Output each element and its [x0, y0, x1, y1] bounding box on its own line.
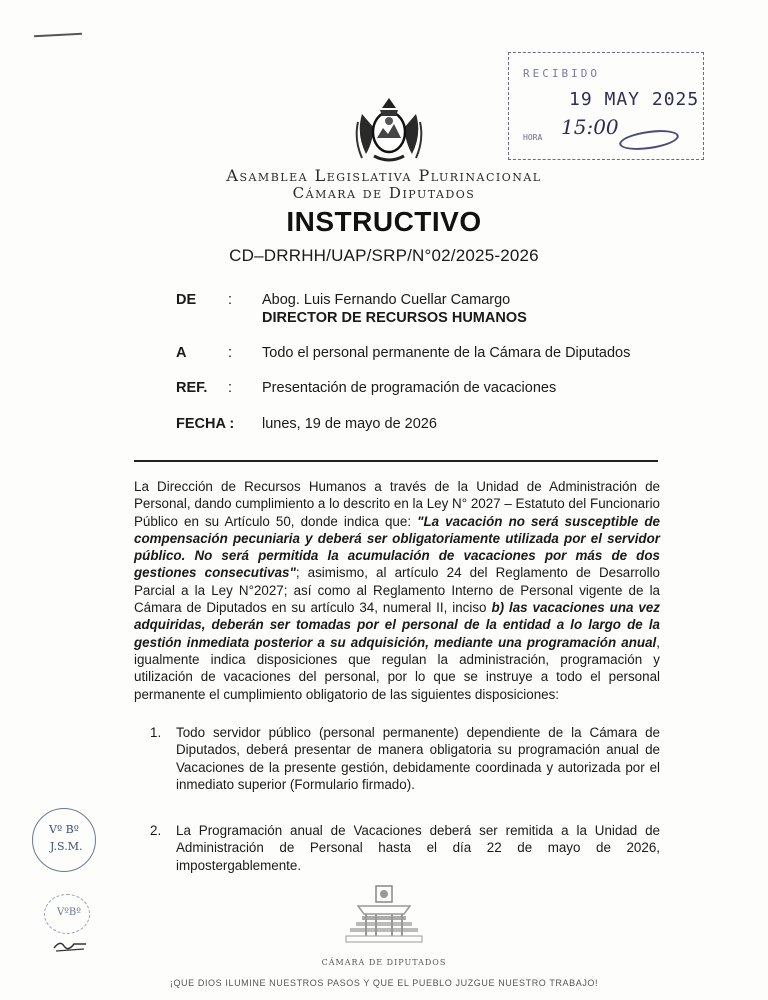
stamp-header: RECIBIDO — [523, 67, 600, 80]
divider — [134, 460, 658, 462]
footer-institution: CÁMARA DE DIPUTADOS — [321, 958, 447, 967]
list-item-text: La Programación anual de Vacaciones deberá ser remitida a la Unidad de Administración de Personal hasta el día 22 de mayo de 2026, impostergablemente. — [176, 823, 660, 873]
meta-ref-label: REF. — [176, 380, 208, 396]
stamp-hora-label: HORA — [523, 133, 543, 142]
pen-mark — [34, 33, 82, 38]
stamp-hora: 15:00 — [561, 115, 619, 139]
meta-colon: : — [228, 292, 233, 308]
approval-seal-faint — [44, 894, 90, 934]
footer-motto: ¡QUE DIOS ILUMINE NUESTROS PASOS Y QUE EL PUEBLO JUZGUE NUESTRO TRABAJO! — [169, 978, 599, 988]
body-text-a: La Dirección de Recursos Humanos a través de la Unidad de Administración de Personal, dando cumplimiento a lo descrito en la Ley N° 2027 – Estatuto del Funcionario Público en su Artículo 50, donde indica que: — [134, 479, 660, 529]
meta-a-label: A — [176, 345, 187, 361]
approval-seal — [32, 808, 96, 872]
institution-line-2: Cámara de Diputados — [292, 184, 476, 202]
institution-line-1: Asamblea Legislativa Plurinacional — [226, 166, 542, 185]
meta-a-value: Todo el personal permanente de la Cámara de Diputados — [262, 345, 631, 361]
document-title: INSTRUCTIVO — [286, 206, 482, 237]
meta-de-role: DIRECTOR DE RECURSOS HUMANOS — [262, 310, 527, 326]
meta-de-label: DE — [176, 292, 197, 308]
list-item-text: Todo servidor público (personal permanente) dependiente de la Cámara de Diputados, deberá presentar de manera obligatoria su programación anual de Vacaciones de la presente gestión, debidamente coordinada y autorizada por el inmediato superior (Formulario firmado). — [176, 725, 660, 792]
approval-seal-bottom: J.S.M. — [50, 840, 83, 853]
body-paragraph — [134, 478, 660, 703]
approval-seal-faint-text: VºBº — [57, 907, 81, 918]
meta-fecha-value: lunes, 19 de mayo de 2026 — [262, 416, 437, 432]
initials-signature — [52, 938, 88, 952]
stamp-signature — [618, 127, 680, 153]
body-text-b: ; asimismo, al artículo 24 del Reglamento de Desarrollo Parcial a la Ley N°2027; así como al Reglamento Interno de Personal vigente de la Cámara de Diputados en su artículo 34, numeral II, inciso — [134, 565, 660, 616]
meta-colon: : — [228, 345, 233, 361]
meta-colon: : — [228, 380, 233, 396]
document-code: CD–DRRHH/UAP/SRP/N°02/2025-2026 — [229, 246, 539, 265]
footer-emblem-icon — [338, 884, 430, 960]
approval-seal-top: Vº Bº — [49, 823, 79, 836]
meta-de-name: Abog. Luis Fernando Cuellar Camargo — [262, 292, 511, 308]
body-quote-2: b) las vacaciones una vez adquiridas, deberán ser tomadas por el personal de la entidad a lo largo de la gestión inmediata posterior a su adquisición, mediante una programación anual — [134, 600, 661, 650]
stamp-date: 19 MAY 2025 — [569, 89, 700, 110]
list-item-number: 2. — [150, 823, 162, 838]
meta-fecha-label: FECHA : — [176, 416, 235, 432]
coat-of-arms-icon — [352, 94, 426, 166]
body-quote: "La vacación no será susceptible de compensación pecuniaria y deberá ser obligatoriamente utilizada por el servidor público. No será permitida la acumulación de vacaciones por más de dos gestiones consecutivas" — [134, 513, 661, 581]
meta-ref-value: Presentación de programación de vacaciones — [262, 380, 557, 396]
body-text-c: , igualmente indica disposiciones que regulan la administración, programación y utilización de vacaciones del personal, por lo que se instruye a todo el personal permanente el cumplimiento obligatorio de las siguientes disposiciones: — [134, 634, 660, 702]
list-item-number: 1. — [150, 725, 162, 740]
received-stamp — [508, 52, 704, 160]
